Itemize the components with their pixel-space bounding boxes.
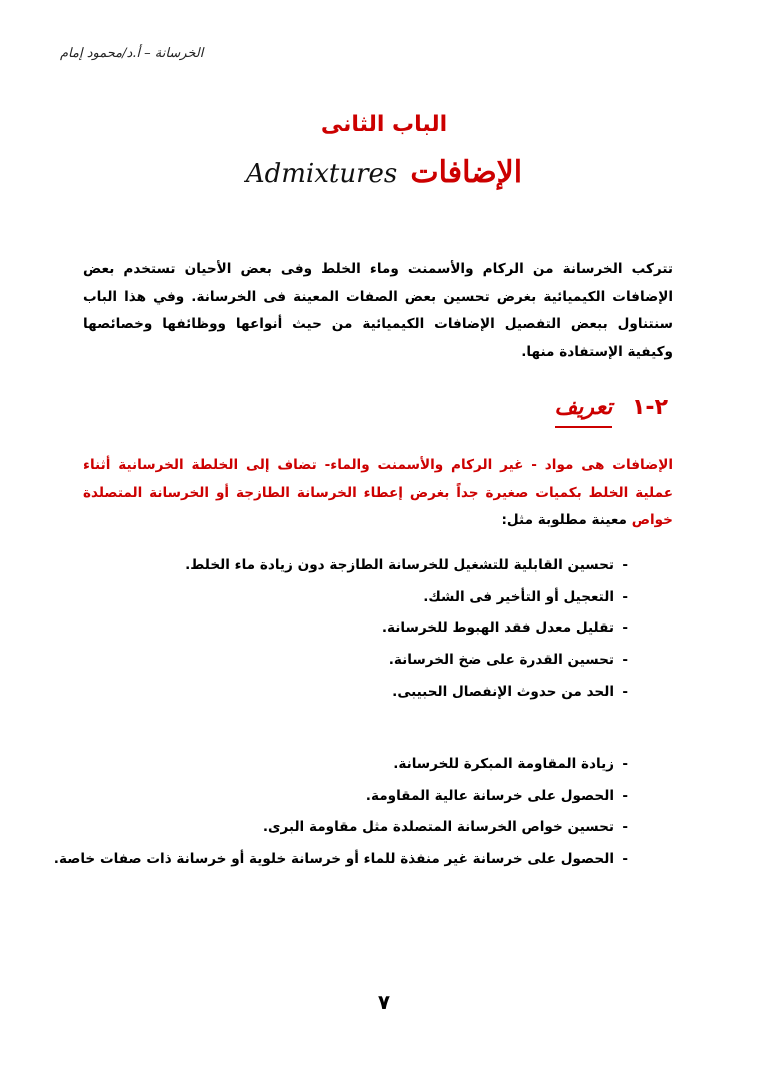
list-item <box>68 582 628 614</box>
chapter-subtitle <box>0 155 768 190</box>
list-item <box>53 844 628 876</box>
list-item <box>68 550 628 582</box>
section-number: ٢-١ <box>631 395 668 420</box>
bullet-dash: - <box>622 588 628 605</box>
list-item <box>68 613 628 645</box>
section-title: تعريف <box>555 394 613 428</box>
benefits-list-2 <box>53 749 628 876</box>
definition-paragraph <box>83 452 673 535</box>
list-item-text: تحسين القابلية للتشغيل للخرسانة الطازجة دون زيادة ماء الخلط. <box>185 557 614 573</box>
running-header: الخرسانة – أ.د/محمود إمام <box>60 46 204 61</box>
list-item <box>68 749 628 781</box>
list-item-text: تحسين خواص الخرسانة المتصلدة مثل مقاومة البرى. <box>262 819 614 836</box>
definition-highlight: الإضافات هى مواد - غير الركام والأسمنت والماء- تضاف إلى الخلطة الخرسانية أثناء عملية الخلط بكميات صغيرة جداً بغرض إعطاء الخرسانة الطازجة أو الخرسانة المتصلدة خواص <box>83 457 673 528</box>
section-heading <box>555 394 668 420</box>
list-item <box>68 781 628 813</box>
list-item-text: الحد من حدوث الإنفصال الحبيبى. <box>392 683 614 700</box>
subtitle-arabic: الإضافات <box>410 155 523 190</box>
list-item <box>68 645 628 677</box>
bullet-dash: - <box>622 557 628 573</box>
bullet-dash: - <box>622 851 628 868</box>
list-item-text: تحسين القدرة على ضخ الخرسانة. <box>388 652 614 669</box>
list-item-text: تقليل معدل فقد الهبوط للخرسانة. <box>381 620 614 637</box>
list-item-text: التعجيل أو التأخير فى الشك. <box>423 588 614 605</box>
list-item <box>68 812 628 844</box>
bullet-dash: - <box>622 819 628 836</box>
page-number: ٧ <box>377 990 391 1014</box>
subtitle-english: Admixtures <box>245 159 398 189</box>
bullet-dash: - <box>622 756 628 772</box>
list-item-text: الحصول على خرسانة غير منفذة للماء أو خرسانة خلوية أو خرسانة ذات صفات خاصة. <box>53 851 614 868</box>
intro-paragraph: تتركب الخرسانة من الركام والأسمنت وماء الخلط وفى بعض الأحيان تستخدم بعض الإضافات الكيميائية بغرض تحسين بعض الصفات المعينة فى الخرسانة. وفي هذا الباب سنتناول ببعض التفصيل الإضافات الكيميائية من حيث أنواعها ووظائفها وخصائصها وكيفية الإستفادة منها. <box>83 261 673 360</box>
bullet-dash: - <box>622 787 628 804</box>
list-item-text: الحصول على خرسانة عالية المقاومة. <box>365 787 614 804</box>
benefits-list-1 <box>68 550 628 708</box>
bullet-dash: - <box>622 620 628 637</box>
list-item <box>68 677 628 709</box>
chapter-title: الباب الثانى <box>320 112 448 137</box>
definition-tail: معينة مطلوبة مثل: <box>501 512 627 528</box>
bullet-dash: - <box>622 683 628 700</box>
list-item-text: زيادة المقاومة المبكرة للخرسانة. <box>393 756 614 772</box>
bullet-dash: - <box>622 652 628 669</box>
